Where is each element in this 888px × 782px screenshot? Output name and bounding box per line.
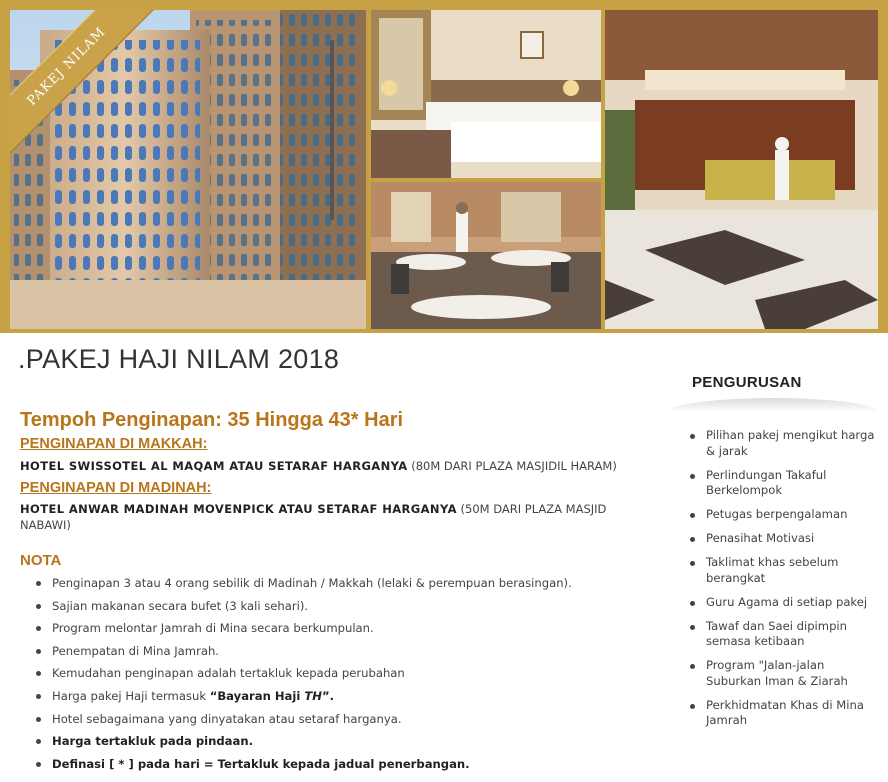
note-fee-name: “Bayaran Haji TH”. [209,688,335,703]
madinah-hotel-distance: (50M DARI PLAZA MASJID NABAWI) [20,502,607,532]
management-item: Program "Jalan-jalan Suburkan Iman & Ziarah [688,658,878,689]
management-item: Petugas berpengalaman [688,507,878,523]
management-item: Perkhidmatan Khas di Mina Jamrah [688,698,878,729]
package-ribbon-label: PAKEJ NILAM [10,10,156,156]
notes-list [36,575,636,778]
management-item: Taklimat khas sebelum berangkat [688,555,878,586]
makkah-accommodation-heading: PENGINAPAN DI MAKKAH: [20,436,208,452]
sidebar-heading: PENGURUSAN [692,374,802,391]
madinah-hotel-line [20,501,620,533]
note-item: Definasi [ * ] pada hari = Tertakluk kepada jadual penerbangan. [36,756,636,779]
note-item: Harga tertakluk pada pindaan. [36,733,636,756]
stay-duration-heading: Tempoh Penginapan: 35 Hingga 43* Hari [20,409,404,431]
makkah-hotel-distance: (80M DARI PLAZA MASJIDIL HARAM) [411,459,617,473]
management-item: Penasihat Motivasi [688,531,878,547]
note-fee-text: Harga pakej Haji termasuk [52,688,207,703]
note-item-fee [36,688,636,711]
management-item: Pilihan pakej mengikut harga & jarak [688,428,878,459]
management-item: Tawaf dan Saei dipimpin semasa ketibaan [688,619,878,650]
hero-banner [0,0,888,333]
management-item: Guru Agama di setiap pakej [688,595,878,611]
note-item: Penempatan di Mina Jamrah. [36,643,636,666]
hotel-lobby-photo [605,10,878,329]
page-title: .PAKEJ HAJI NILAM 2018 [18,344,340,374]
makkah-hotel-name: HOTEL SWISSOTEL AL MAQAM ATAU SETARAF HARGANYA [20,459,408,473]
madinah-accommodation-heading: PENGINAPAN DI MADINAH: [20,480,212,496]
note-item: Kemudahan penginapan adalah tertakluk kepada perubahan [36,665,636,688]
package-ribbon [10,10,160,160]
note-item: Penginapan 3 atau 4 orang sebilik di Madinah / Makkah (lelaki & perempuan berasingan). [36,575,636,598]
management-item: Perlindungan Takaful Berkelompok [688,468,878,499]
makkah-hotel-line [20,458,640,474]
restaurant-photo [371,182,601,329]
note-item: Hotel sebagaimana yang dinyatakan atau setaraf harganya. [36,711,636,734]
note-item: Sajian makanan secara bufet (3 kali sehari). [36,598,636,621]
note-item: Program melontar Jamrah di Mina secara berkumpulan. [36,620,636,643]
sidebar-divider [668,398,878,412]
madinah-hotel-name: HOTEL ANWAR MADINAH MOVENPICK ATAU SETARAF HARGANYA [20,502,457,516]
management-list [688,428,878,737]
hotel-room-photo [371,10,601,178]
notes-heading: NOTA [20,552,62,569]
